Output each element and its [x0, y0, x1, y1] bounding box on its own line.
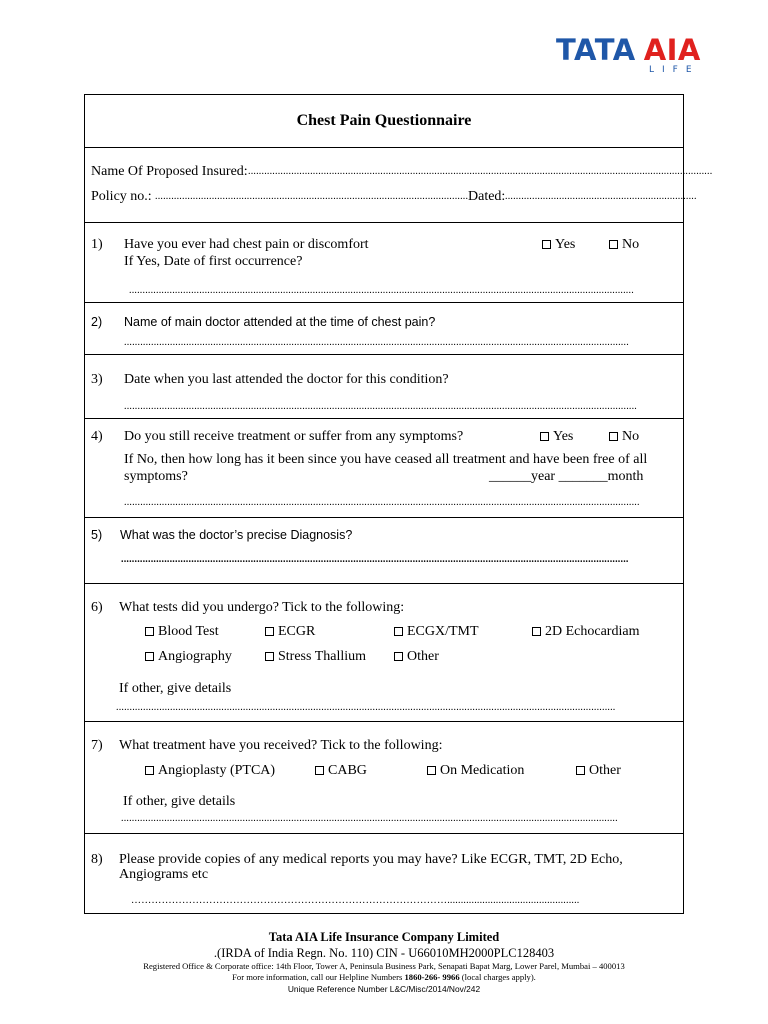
- q3-text: Date when you last attended the doctor for this condition?: [124, 372, 449, 387]
- checkbox-icon[interactable]: [576, 766, 585, 775]
- q1-answer-field[interactable]: ...........................................................................................................................................................................................: [129, 285, 634, 296]
- q4-duration-field[interactable]: ______year _______month: [489, 469, 644, 484]
- footer-reference: Unique Reference Number L&C/Misc/2014/Nov/242: [287, 984, 481, 994]
- tata-aia-logo: [556, 34, 716, 78]
- checkbox-icon[interactable]: [394, 652, 403, 661]
- checkbox-icon[interactable]: [609, 240, 618, 249]
- q6-other-field[interactable]: .........................................................................................................................................................................................: [116, 702, 616, 713]
- q3-answer-field[interactable]: ..............................................................................................................................................................................................: [124, 401, 637, 412]
- divider: [85, 721, 683, 722]
- q7-other-field[interactable]: ........................................................................................................................................................................................: [121, 813, 618, 824]
- q7-option-angioplasty[interactable]: [145, 763, 275, 779]
- name-field[interactable]: ............................................................................................................................................................................: [248, 166, 713, 177]
- option-label: Angiography: [158, 649, 232, 664]
- dated-label: Dated:: [468, 189, 506, 204]
- q4-yes-label: Yes: [553, 429, 574, 444]
- divider: [85, 302, 683, 303]
- q6-option-ecgx-tmt[interactable]: [394, 624, 479, 640]
- q7-other-label: If other, give details: [123, 794, 236, 809]
- q7-number: 7): [91, 738, 103, 753]
- q4-subtext-2: symptoms?: [124, 469, 188, 484]
- q6-option-2d-echo[interactable]: [532, 624, 639, 640]
- q1-yes-label: Yes: [555, 237, 576, 252]
- checkbox-icon[interactable]: [532, 627, 541, 636]
- q6-text: What tests did you undergo? Tick to the following:: [119, 600, 405, 615]
- q2-text: Name of main doctor attended at the time of chest pain?: [124, 315, 436, 329]
- footer-helpline: [0, 972, 768, 982]
- q7-option-on-medication[interactable]: [427, 763, 524, 779]
- q4-number: 4): [91, 429, 103, 444]
- option-label: Blood Test: [158, 624, 219, 639]
- divider: [85, 517, 683, 518]
- q5-text: What was the doctor’s precise Diagnosis?: [120, 528, 353, 542]
- option-label: 2D Echocardiam: [545, 624, 640, 639]
- q1-number: 1): [91, 237, 103, 252]
- q6-option-angiography[interactable]: [145, 649, 232, 665]
- q6-option-stress-thallium[interactable]: [265, 649, 366, 665]
- q4-answer-field[interactable]: ...............................................................................................................................................................................................: [124, 497, 640, 508]
- checkbox-icon[interactable]: [145, 627, 154, 636]
- option-label: Other: [589, 763, 621, 778]
- q3-number: 3): [91, 372, 103, 387]
- divider: [85, 583, 683, 584]
- logo-tata: TATA: [556, 33, 636, 67]
- q6-option-ecgr[interactable]: [265, 624, 315, 640]
- q5-answer-field[interactable]: ............................................................................................................................................................................................: [121, 554, 629, 565]
- option-label: ECGX/TMT: [407, 624, 479, 639]
- q7-option-cabg[interactable]: [315, 763, 367, 779]
- name-label: Name Of Proposed Insured:: [91, 164, 248, 179]
- checkbox-icon[interactable]: [609, 432, 618, 441]
- q2-answer-field[interactable]: ...........................................................................................................................................................................................: [124, 337, 629, 348]
- checkbox-icon[interactable]: [315, 766, 324, 775]
- q6-option-blood-test[interactable]: [145, 624, 219, 640]
- dated-field[interactable]: .......................................................................: [505, 191, 697, 202]
- divider: [85, 354, 683, 355]
- q7-text: What treatment have you received? Tick to the following:: [119, 738, 443, 753]
- checkbox-icon[interactable]: [145, 766, 154, 775]
- footer-address: Registered Office & Corporate office: 14th Floor, Tower A, Peninsula Business Park, Senapati Bapat Marg, Lower Parel, Mumbai – 400013: [143, 961, 625, 971]
- helpline-label: For more information, call our Helpline Numbers: [232, 972, 403, 982]
- logo-life: LIFE: [649, 65, 700, 75]
- divider: [85, 418, 683, 419]
- q4-subtext: If No, then how long has it been since you have ceased all treatment and have been free of all: [124, 452, 648, 467]
- footer-company: Tata AIA Life Insurance Company Limited: [268, 930, 500, 944]
- q5-number: 5): [91, 528, 103, 542]
- q2-number: 2): [91, 315, 103, 329]
- q1-text: Have you ever had chest pain or discomfort: [124, 237, 369, 252]
- checkbox-icon[interactable]: [394, 627, 403, 636]
- q7-option-other[interactable]: [576, 763, 621, 779]
- q1-no-label: No: [622, 237, 640, 252]
- q6-number: 6): [91, 600, 103, 615]
- q4-no-label: No: [622, 429, 640, 444]
- q1-yes-option[interactable]: [542, 237, 575, 253]
- q4-text: Do you still receive treatment or suffer from any symptoms?: [124, 429, 464, 444]
- option-label: Other: [407, 649, 439, 664]
- q4-yes-option[interactable]: [540, 429, 573, 445]
- helpline-note: (local charges apply).: [461, 972, 536, 982]
- checkbox-icon[interactable]: [427, 766, 436, 775]
- checkbox-icon[interactable]: [265, 652, 274, 661]
- checkbox-icon[interactable]: [265, 627, 274, 636]
- policy-field[interactable]: ....................................................................................................................: [155, 191, 469, 202]
- checkbox-icon[interactable]: [145, 652, 154, 661]
- q8-text: Please provide copies of any medical reports you may have? Like ECGR, TMT, 2D Echo,: [119, 852, 623, 867]
- logo-aia: AIA: [643, 33, 701, 67]
- checkbox-icon[interactable]: [540, 432, 549, 441]
- q6-option-other[interactable]: [394, 649, 439, 665]
- q1-subtext: If Yes, Date of first occurrence?: [124, 254, 303, 269]
- option-label: CABG: [328, 763, 367, 778]
- footer-irda: .(IRDA of India Regn. No. 110) CIN - U66010MH2000PLC128403: [213, 946, 555, 960]
- q8-answer-field[interactable]: ………………………………………………………………………………….................................................: [131, 895, 580, 906]
- option-label: Stress Thallium: [278, 649, 367, 664]
- q6-other-label: If other, give details: [119, 681, 232, 696]
- q4-no-option[interactable]: [609, 429, 639, 445]
- helpline-number: 1860-266- 9966: [404, 972, 460, 982]
- q8-text-2: Angiograms etc: [119, 867, 209, 882]
- form-title: Chest Pain Questionnaire: [296, 112, 472, 129]
- divider: [85, 222, 683, 223]
- checkbox-icon[interactable]: [542, 240, 551, 249]
- divider: [85, 147, 683, 148]
- option-label: Angioplasty (PTCA): [158, 763, 276, 778]
- questionnaire-form: [84, 94, 713, 914]
- q8-number: 8): [91, 852, 103, 867]
- q1-no-option[interactable]: [609, 237, 639, 253]
- option-label: On Medication: [440, 763, 525, 778]
- divider: [85, 833, 683, 834]
- policy-label: Policy no.:: [91, 189, 152, 204]
- option-label: ECGR: [278, 624, 316, 639]
